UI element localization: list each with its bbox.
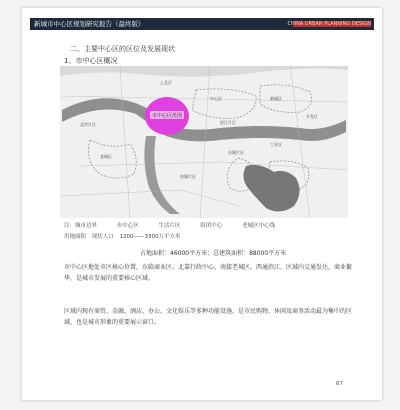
legend-item: 老城区中心线: [242, 223, 276, 229]
map-caption: [64, 232, 185, 240]
district-label: 滨江片区: [220, 120, 236, 125]
body-paragraph: 市中心区地处市区核心位置，东临商业区、北靠行政中心、南接老城区，西通滨江，区域内交通发达，商业繁华，是城市发展的重要核心区域。: [64, 264, 353, 282]
caption-item: 现状人口: [91, 234, 114, 240]
section-title: 二、主要中心区的区位及发展现状: [70, 45, 175, 53]
district-label: 开发区: [306, 114, 318, 119]
header-title: 新城市中心区规划研究报告（最终版）: [34, 20, 145, 28]
legend-item: 注：城市边界: [64, 223, 98, 229]
body-paragraph: 区域内现有商贸、金融、酒店、办公、文化娱乐等多种功能设施，是市民购物、休闲及商务活动最为集中的区域，也是城市形象的重要展示窗口。: [64, 308, 353, 326]
legend-item: 市中心区: [116, 223, 139, 229]
area-summary: 占地面积：46000平方米；总建筑面积：88000平方米: [140, 250, 287, 257]
district-label: 工业区: [270, 142, 282, 147]
map-land: [60, 66, 348, 218]
legend-item: 组团中心: [200, 223, 223, 229]
caption-item: 用地面积: [64, 234, 87, 240]
district-label: 北岸片区: [80, 122, 96, 127]
map-legend: [64, 221, 293, 229]
district-label: 东湖片区: [228, 150, 244, 155]
subsection-title: 1、市中心区概况: [64, 57, 118, 65]
header-accent-bar: [287, 21, 371, 27]
district-label: 上北区: [160, 80, 172, 85]
district-label: 老城区: [100, 154, 112, 159]
district-label: 南湖片区: [180, 174, 196, 179]
legend-item: 生活片区: [158, 223, 181, 229]
page-header-bar: [30, 18, 374, 30]
center-label: 市中心区范围: [151, 113, 183, 119]
district-label: 中心区: [210, 96, 222, 101]
district-map: [60, 66, 348, 218]
page-number: 67: [336, 381, 343, 387]
district-label: 新城区: [270, 96, 282, 101]
header-right-text: CHINA URBAN PLANNING DESIGN: [287, 21, 371, 27]
caption-item: 1200——3300万平方米: [119, 234, 181, 240]
